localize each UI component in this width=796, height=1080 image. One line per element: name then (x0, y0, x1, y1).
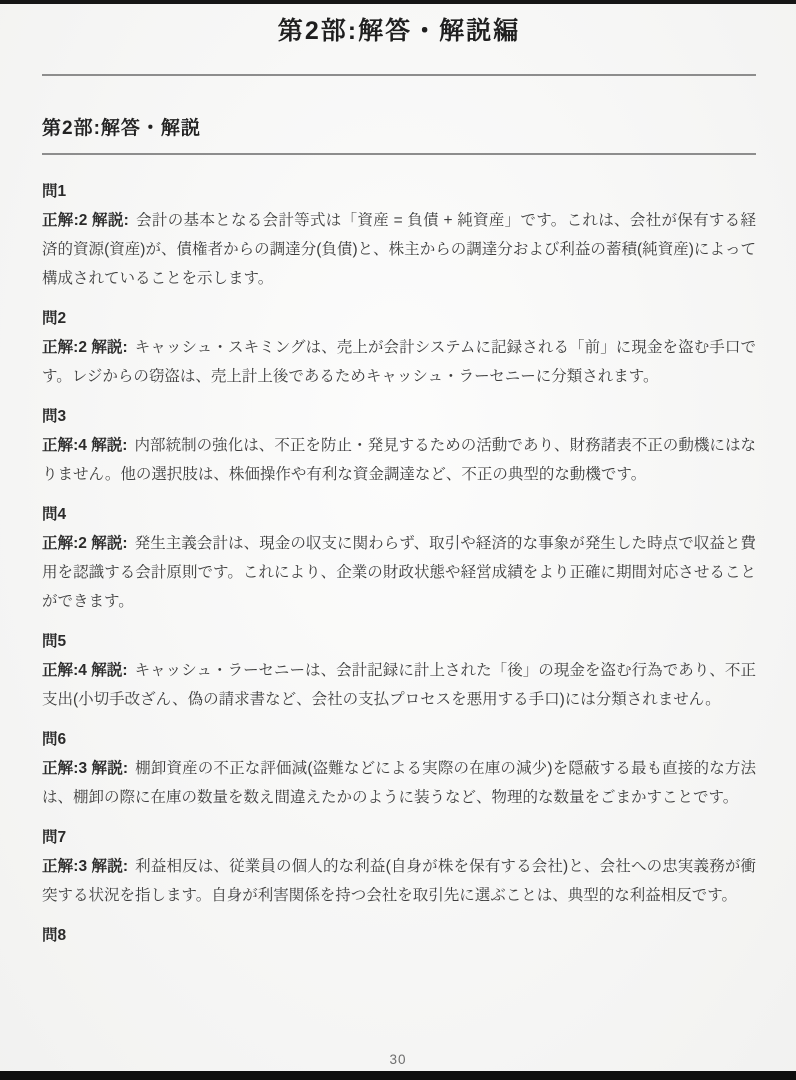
question-block-1 (42, 177, 756, 293)
answer-label: 正解:4 解説: (42, 437, 128, 454)
question-explanation (42, 754, 756, 812)
explanation-text: キャッシュ・スキミングは、売上が会計システムに記録される「前」に現金を盗む手口です。レジからの窃盗は、売上計上後であるためキャッシュ・ラーセニーに分類されます。 (42, 339, 756, 385)
explanation-text: キャッシュ・ラーセニーは、会計記録に計上された「後」の現金を盗む行為であり、不正支出(小切手改ざん、偽の請求書など、会社の支払プロセスを悪用する手口)には分類されません。 (42, 662, 756, 708)
questions-list (42, 177, 756, 950)
question-number: 問1 (42, 183, 67, 200)
question-explanation (42, 431, 756, 489)
question-number: 問3 (42, 408, 67, 425)
answer-label: 正解:3 解説: (42, 858, 129, 875)
question-explanation (42, 852, 756, 910)
question-explanation (42, 206, 756, 293)
question-explanation (42, 333, 756, 391)
explanation-text: 棚卸資産の不正な評価減(盗難などによる実際の在庫の減少)を隠蔽する最も直接的な方法は、棚卸の際に在庫の数量を数え間違えたかのように装うなど、物理的な数量をごまかすことです。 (42, 760, 756, 806)
question-number: 問6 (42, 731, 67, 748)
divider-under-heading (42, 153, 756, 155)
question-explanation (42, 529, 756, 616)
answer-label: 正解:2 解説: (42, 339, 128, 356)
answer-label: 正解:2 解説: (42, 212, 129, 229)
question-explanation (42, 656, 756, 714)
explanation-text: 会計の基本となる会計等式は「資産 = 負債 + 純資産」です。これは、会社が保有する経済的資源(資産)が、債権者からの調達分(負債)と、株主からの調達分および利益の蓄積(純資産)によって構成されていることを示します。 (42, 212, 756, 287)
answer-label: 正解:3 解説: (42, 760, 129, 777)
question-number: 問7 (42, 829, 67, 846)
question-block-4 (42, 500, 756, 616)
divider-under-title (42, 74, 756, 76)
answer-label: 正解:2 解説: (42, 535, 128, 552)
explanation-text: 発生主義会計は、現金の収支に関わらず、取引や経済的な事象が発生した時点で収益と費用を認識する会計原則です。これにより、企業の財政状態や経営成績をより正確に期間対応させることができます。 (42, 535, 756, 610)
page-number: 30 (389, 1052, 407, 1067)
answer-label: 正解:4 解説: (42, 662, 128, 679)
question-block-6 (42, 725, 756, 812)
explanation-text: 内部統制の強化は、不正を防止・発見するための活動であり、財務諸表不正の動機にはなりません。他の選択肢は、株価操作や有利な資金調達など、不正の典型的な動機です。 (42, 437, 756, 483)
question-number: 問5 (42, 633, 67, 650)
question-number: 問4 (42, 506, 67, 523)
question-number: 問8 (42, 927, 67, 944)
question-block-7 (42, 823, 756, 910)
question-block-8 (42, 921, 756, 950)
question-number: 問2 (42, 310, 67, 327)
section-heading: 第2部:解答・解説 (42, 118, 201, 139)
explanation-text: 利益相反は、従業員の個人的な利益(自身が株を保有する会社)と、会社への忠実義務が衝突する状況を指します。自身が利害関係を持つ会社を取引先に選ぶことは、典型的な利益相反です。 (42, 858, 756, 904)
bottom-edge-bar (0, 1071, 796, 1080)
question-block-5 (42, 627, 756, 714)
page-title: 第2部:解答・解説編 (277, 17, 521, 45)
question-block-3 (42, 402, 756, 489)
question-block-2 (42, 304, 756, 391)
